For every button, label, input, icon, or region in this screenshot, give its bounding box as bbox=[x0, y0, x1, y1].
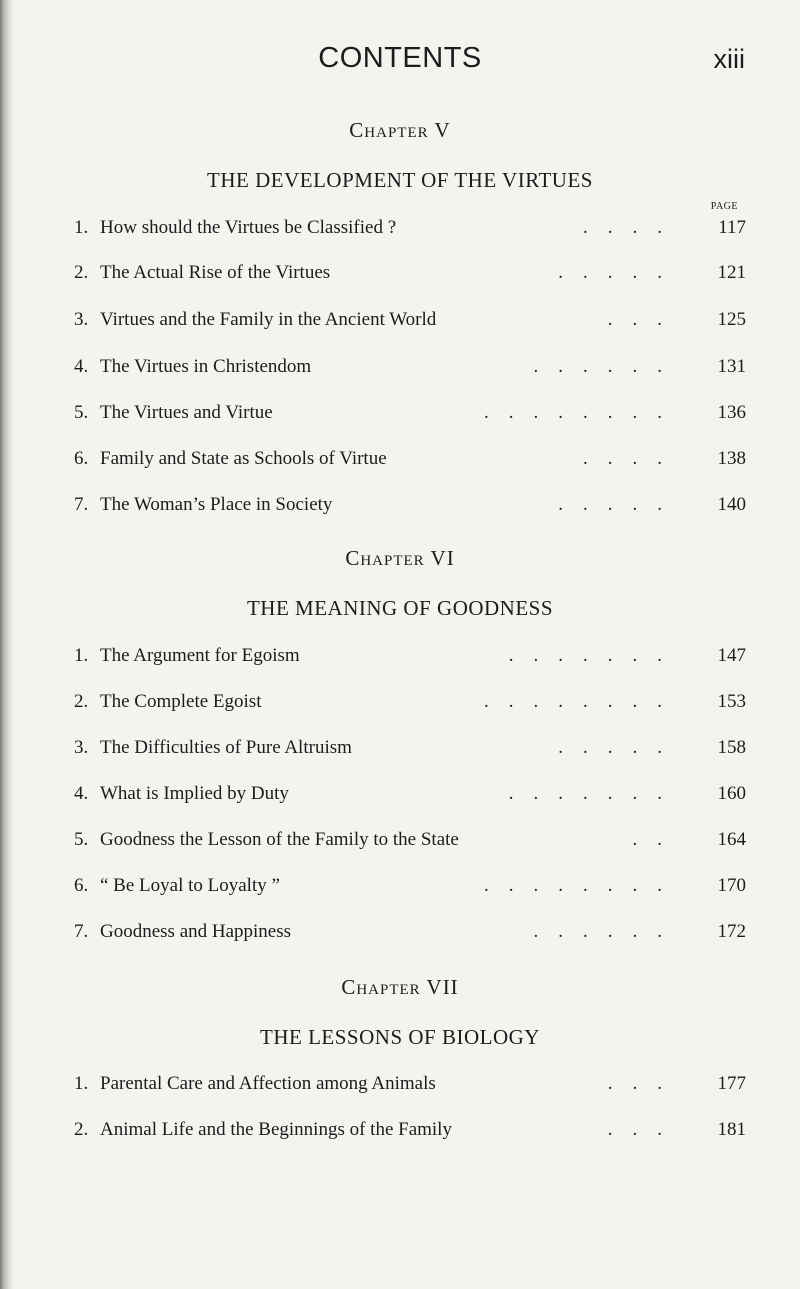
entry-number: 2. bbox=[74, 1119, 89, 1140]
entry-number: 1. bbox=[74, 217, 89, 238]
entry-number: 6. bbox=[74, 448, 89, 469]
chapter-label: Chapter VI bbox=[345, 546, 455, 570]
entry-number: 6. bbox=[74, 875, 89, 896]
toc-entry[interactable] bbox=[74, 825, 746, 855]
chapter-title: THE MEANING OF GOODNESS bbox=[246, 596, 554, 620]
entry-number: 1. bbox=[74, 1073, 89, 1094]
entry-page: 136 bbox=[717, 402, 746, 423]
dot-leader: ..... bbox=[558, 262, 682, 283]
dot-leader: ..... bbox=[558, 737, 682, 758]
entry-page: 121 bbox=[717, 262, 746, 283]
entry-title: How should the Virtues be Classified ? bbox=[100, 217, 397, 238]
entry-title: The Virtues in Christendom bbox=[100, 356, 312, 377]
entry-number: 4. bbox=[74, 783, 89, 804]
toc-entry[interactable] bbox=[74, 1069, 746, 1099]
entry-title: Family and State as Schools of Virtue bbox=[100, 448, 387, 469]
binding-gutter bbox=[0, 0, 14, 1289]
toc-entry[interactable] bbox=[74, 687, 746, 717]
toc-entry[interactable] bbox=[74, 258, 746, 288]
entry-title: The Complete Egoist bbox=[100, 691, 262, 712]
running-head-title: CONTENTS bbox=[318, 42, 482, 74]
dot-leader: ........ bbox=[484, 691, 682, 712]
toc-entry[interactable] bbox=[74, 1115, 746, 1145]
chapter-label: Chapter VII bbox=[341, 975, 459, 999]
page-column-label: PAGE bbox=[710, 201, 738, 212]
toc-entry[interactable] bbox=[74, 213, 746, 243]
toc-entry[interactable] bbox=[74, 641, 746, 671]
entry-page: 172 bbox=[717, 921, 746, 942]
entry-page: 147 bbox=[717, 645, 746, 666]
entry-title: “ Be Loyal to Loyalty ” bbox=[100, 875, 280, 896]
entry-page: 117 bbox=[718, 217, 746, 238]
chapter-title: THE LESSONS OF BIOLOGY bbox=[260, 1025, 540, 1049]
dot-leader: ........ bbox=[484, 875, 682, 896]
dot-leader: ... bbox=[607, 1119, 682, 1140]
entry-title: Goodness the Lesson of the Family to the State bbox=[100, 829, 459, 850]
toc-entry[interactable] bbox=[74, 779, 746, 809]
toc-entry[interactable] bbox=[74, 444, 746, 474]
chapter-title: THE DEVELOPMENT OF THE VIRTUES bbox=[207, 168, 593, 192]
entry-title: Animal Life and the Beginnings of the Family bbox=[100, 1119, 452, 1140]
toc-entry[interactable] bbox=[74, 733, 746, 763]
entry-page: 153 bbox=[717, 691, 746, 712]
entry-title: Goodness and Happiness bbox=[100, 921, 292, 942]
entry-page: 125 bbox=[717, 309, 746, 330]
entry-number: 1. bbox=[74, 645, 89, 666]
entry-title: The Argument for Egoism bbox=[100, 645, 300, 666]
entry-number: 4. bbox=[74, 356, 89, 377]
entry-number: 5. bbox=[74, 829, 89, 850]
toc-entry[interactable] bbox=[74, 305, 746, 335]
entry-page: 181 bbox=[717, 1119, 746, 1140]
entry-page: 160 bbox=[717, 783, 746, 804]
dot-leader: .... bbox=[583, 448, 682, 469]
entry-page: 138 bbox=[717, 448, 746, 469]
dot-leader: .. bbox=[632, 829, 682, 850]
toc-entry[interactable] bbox=[74, 917, 746, 947]
entry-number: 7. bbox=[74, 921, 89, 942]
entry-page: 177 bbox=[717, 1073, 746, 1094]
chapter-label: Chapter V bbox=[349, 118, 451, 142]
entry-page: 140 bbox=[717, 494, 746, 515]
entry-number: 2. bbox=[74, 691, 89, 712]
entry-page: 158 bbox=[717, 737, 746, 758]
entry-number: 3. bbox=[74, 309, 89, 330]
dot-leader: ... bbox=[607, 1073, 682, 1094]
entry-page: 131 bbox=[717, 356, 746, 377]
entry-number: 2. bbox=[74, 262, 89, 283]
dot-leader: ...... bbox=[533, 921, 682, 942]
entry-number: 5. bbox=[74, 402, 89, 423]
entry-title: The Actual Rise of the Virtues bbox=[100, 262, 331, 283]
entry-title: The Difficulties of Pure Altruism bbox=[100, 737, 352, 758]
page-number: xiii bbox=[713, 44, 745, 74]
entry-title: The Woman’s Place in Society bbox=[100, 494, 333, 515]
entry-title: Parental Care and Affection among Animals bbox=[100, 1073, 436, 1094]
toc-entry[interactable] bbox=[74, 352, 746, 382]
entry-title: Virtues and the Family in the Ancient World bbox=[100, 309, 437, 330]
dot-leader: ...... bbox=[533, 356, 682, 377]
entry-title: What is Implied by Duty bbox=[100, 783, 289, 804]
dot-leader: ....... bbox=[508, 783, 682, 804]
toc-entry[interactable] bbox=[74, 490, 746, 520]
entry-page: 164 bbox=[717, 829, 746, 850]
toc-entry[interactable] bbox=[74, 871, 746, 901]
entry-title: The Virtues and Virtue bbox=[100, 402, 273, 423]
entry-page: 170 bbox=[717, 875, 746, 896]
toc-entry[interactable] bbox=[74, 398, 746, 428]
dot-leader: ... bbox=[607, 309, 682, 330]
dot-leader: ........ bbox=[484, 402, 682, 423]
dot-leader: ..... bbox=[558, 494, 682, 515]
dot-leader: ....... bbox=[508, 645, 682, 666]
entry-number: 3. bbox=[74, 737, 89, 758]
entry-number: 7. bbox=[74, 494, 89, 515]
dot-leader: .... bbox=[583, 217, 682, 238]
